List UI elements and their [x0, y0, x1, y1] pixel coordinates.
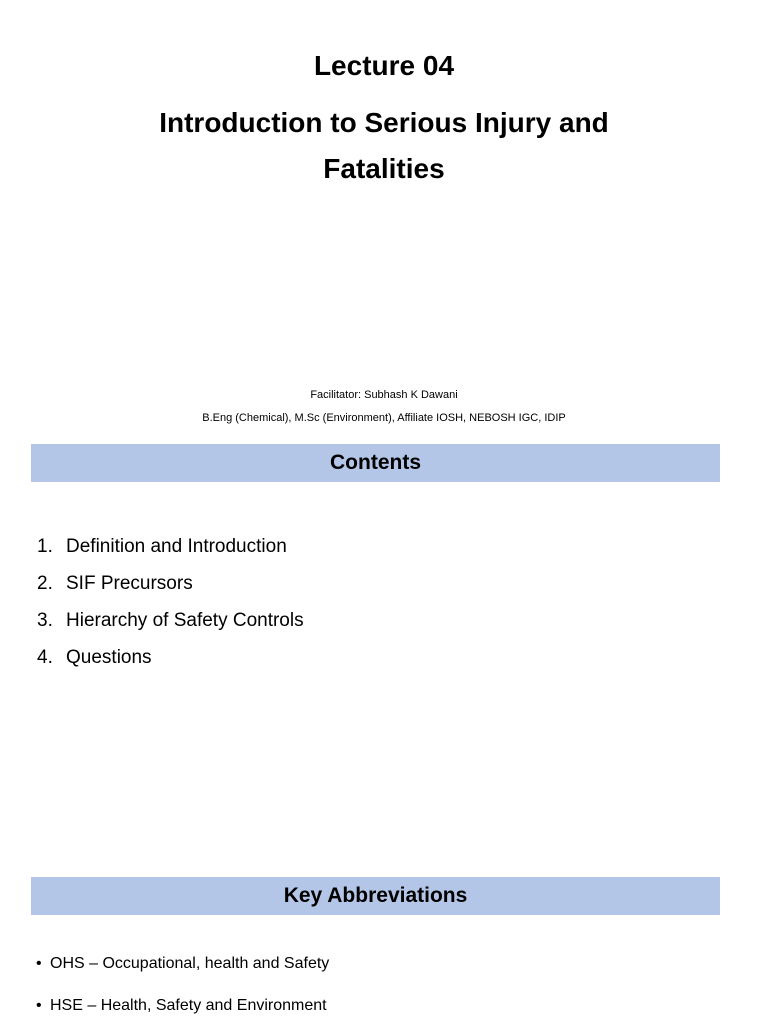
contents-item-number: 1. [37, 536, 53, 557]
abbreviation-text: HSE – Health, Safety and Environment [50, 997, 327, 1014]
contents-item-label: Questions [66, 647, 152, 668]
contents-item-number: 3. [37, 610, 53, 631]
contents-item [37, 607, 304, 644]
contents-item [37, 570, 304, 607]
page-title [0, 100, 768, 192]
lecture-number: Lecture 04 [313, 50, 455, 81]
title-line-2: Fatalities [323, 153, 445, 184]
contents-item-label: Definition and Introduction [66, 536, 287, 557]
facilitator-credentials: B.Eng (Chemical), M.Sc (Environment), Affiliate IOSH, NEBOSH IGC, IDIP [202, 412, 566, 424]
bullet-icon: • [36, 955, 42, 972]
contents-item-number: 4. [37, 647, 53, 668]
abbreviation-item [36, 951, 329, 993]
contents-item-label: SIF Precursors [66, 573, 193, 594]
contents-heading: Contents [31, 444, 720, 482]
contents-item-label: Hierarchy of Safety Controls [66, 610, 304, 631]
contents-item [37, 533, 304, 570]
contents-list [37, 533, 304, 681]
bullet-icon: • [36, 997, 42, 1014]
title-line-1: Introduction to Serious Injury and [159, 107, 609, 138]
contents-item [37, 644, 304, 681]
abbreviations-heading: Key Abbreviations [31, 877, 720, 915]
abbreviation-item [36, 993, 329, 1035]
contents-item-number: 2. [37, 573, 53, 594]
facilitator-name: Facilitator: Subhash K Dawani [310, 389, 458, 401]
abbreviation-text: OHS – Occupational, health and Safety [50, 955, 330, 972]
abbreviations-list [36, 951, 329, 1035]
